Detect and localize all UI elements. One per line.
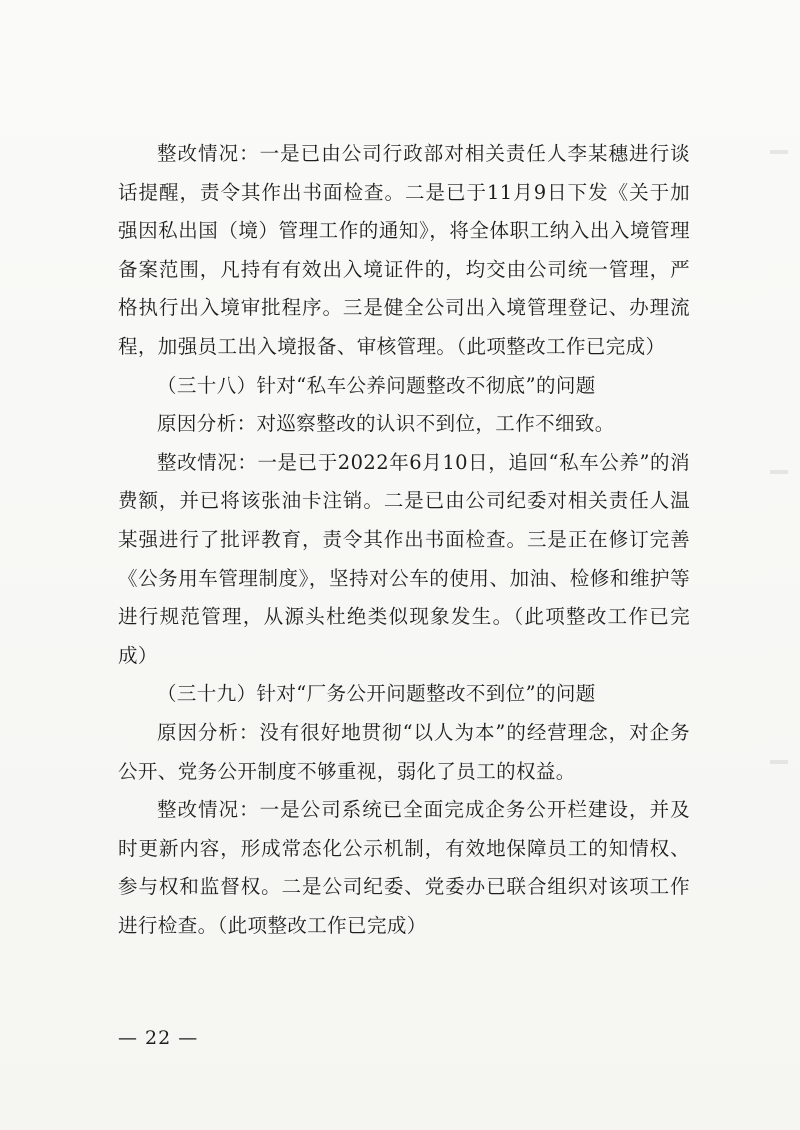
paragraph-rectification-entry-exit: 整改情况：一是已由公司行政部对相关责任人李某穗进行谈话提醒，责令其作出书面检查。二是已于11月9日下发《关于加强因私出国（境）管理工作的通知》，将全体职工纳入出入境管理备案范围，凡持有有效出入境证件的，均交由公司统一管理，严格执行出入境审批程序。三是健全公司出入境管理登记、办理流程，加强员工出入境报备、审核管理。（此项整改工作已完成） [118, 142, 690, 358]
paragraph-rectification-38: 整改情况：一是已于2022年6月10日，追回“私车公养”的消费额，并已将该张油卡注销。二是已由公司纪委对相关责任人温某强进行了批评教育，责令其作出书面检查。三是正在修订完善《公务用车管理制度》，坚持对公车的使用、加油、检修和维护等进行规范管理，从源头杜绝类似现象发生。（此项整改工作已完成） [118, 450, 690, 667]
scan-artifact [770, 470, 788, 474]
paragraph-cause-analysis-39: 原因分析：没有很好地贯彻“以人为本”的经营理念，对企务公开、党务公开制度不够重视，弱化了员工的权益。 [118, 720, 690, 783]
paragraph-rectification-39: 整改情况：一是公司系统已全面完成企务公开栏建设，并及时更新内容，形成常态化公示机制，有效地保障员工的知情权、参与权和监督权。二是公司纪委、党委办已联合组织对该项工作进行检查。（此项整改工作已完成） [118, 798, 690, 937]
heading-section-39: （三十九）针对“厂务公开问题整改不到位”的问题 [157, 682, 596, 706]
scan-artifact [770, 150, 788, 154]
paragraph-cause-analysis-38: 原因分析：对巡察整改的认识不到位，工作不细致。 [157, 412, 615, 436]
page-number: — 22 — [118, 1027, 199, 1049]
document-body [118, 135, 690, 945]
scan-artifact [770, 760, 788, 764]
heading-section-38: （三十八）针对“私车公养问题整改不彻底”的问题 [157, 373, 596, 397]
